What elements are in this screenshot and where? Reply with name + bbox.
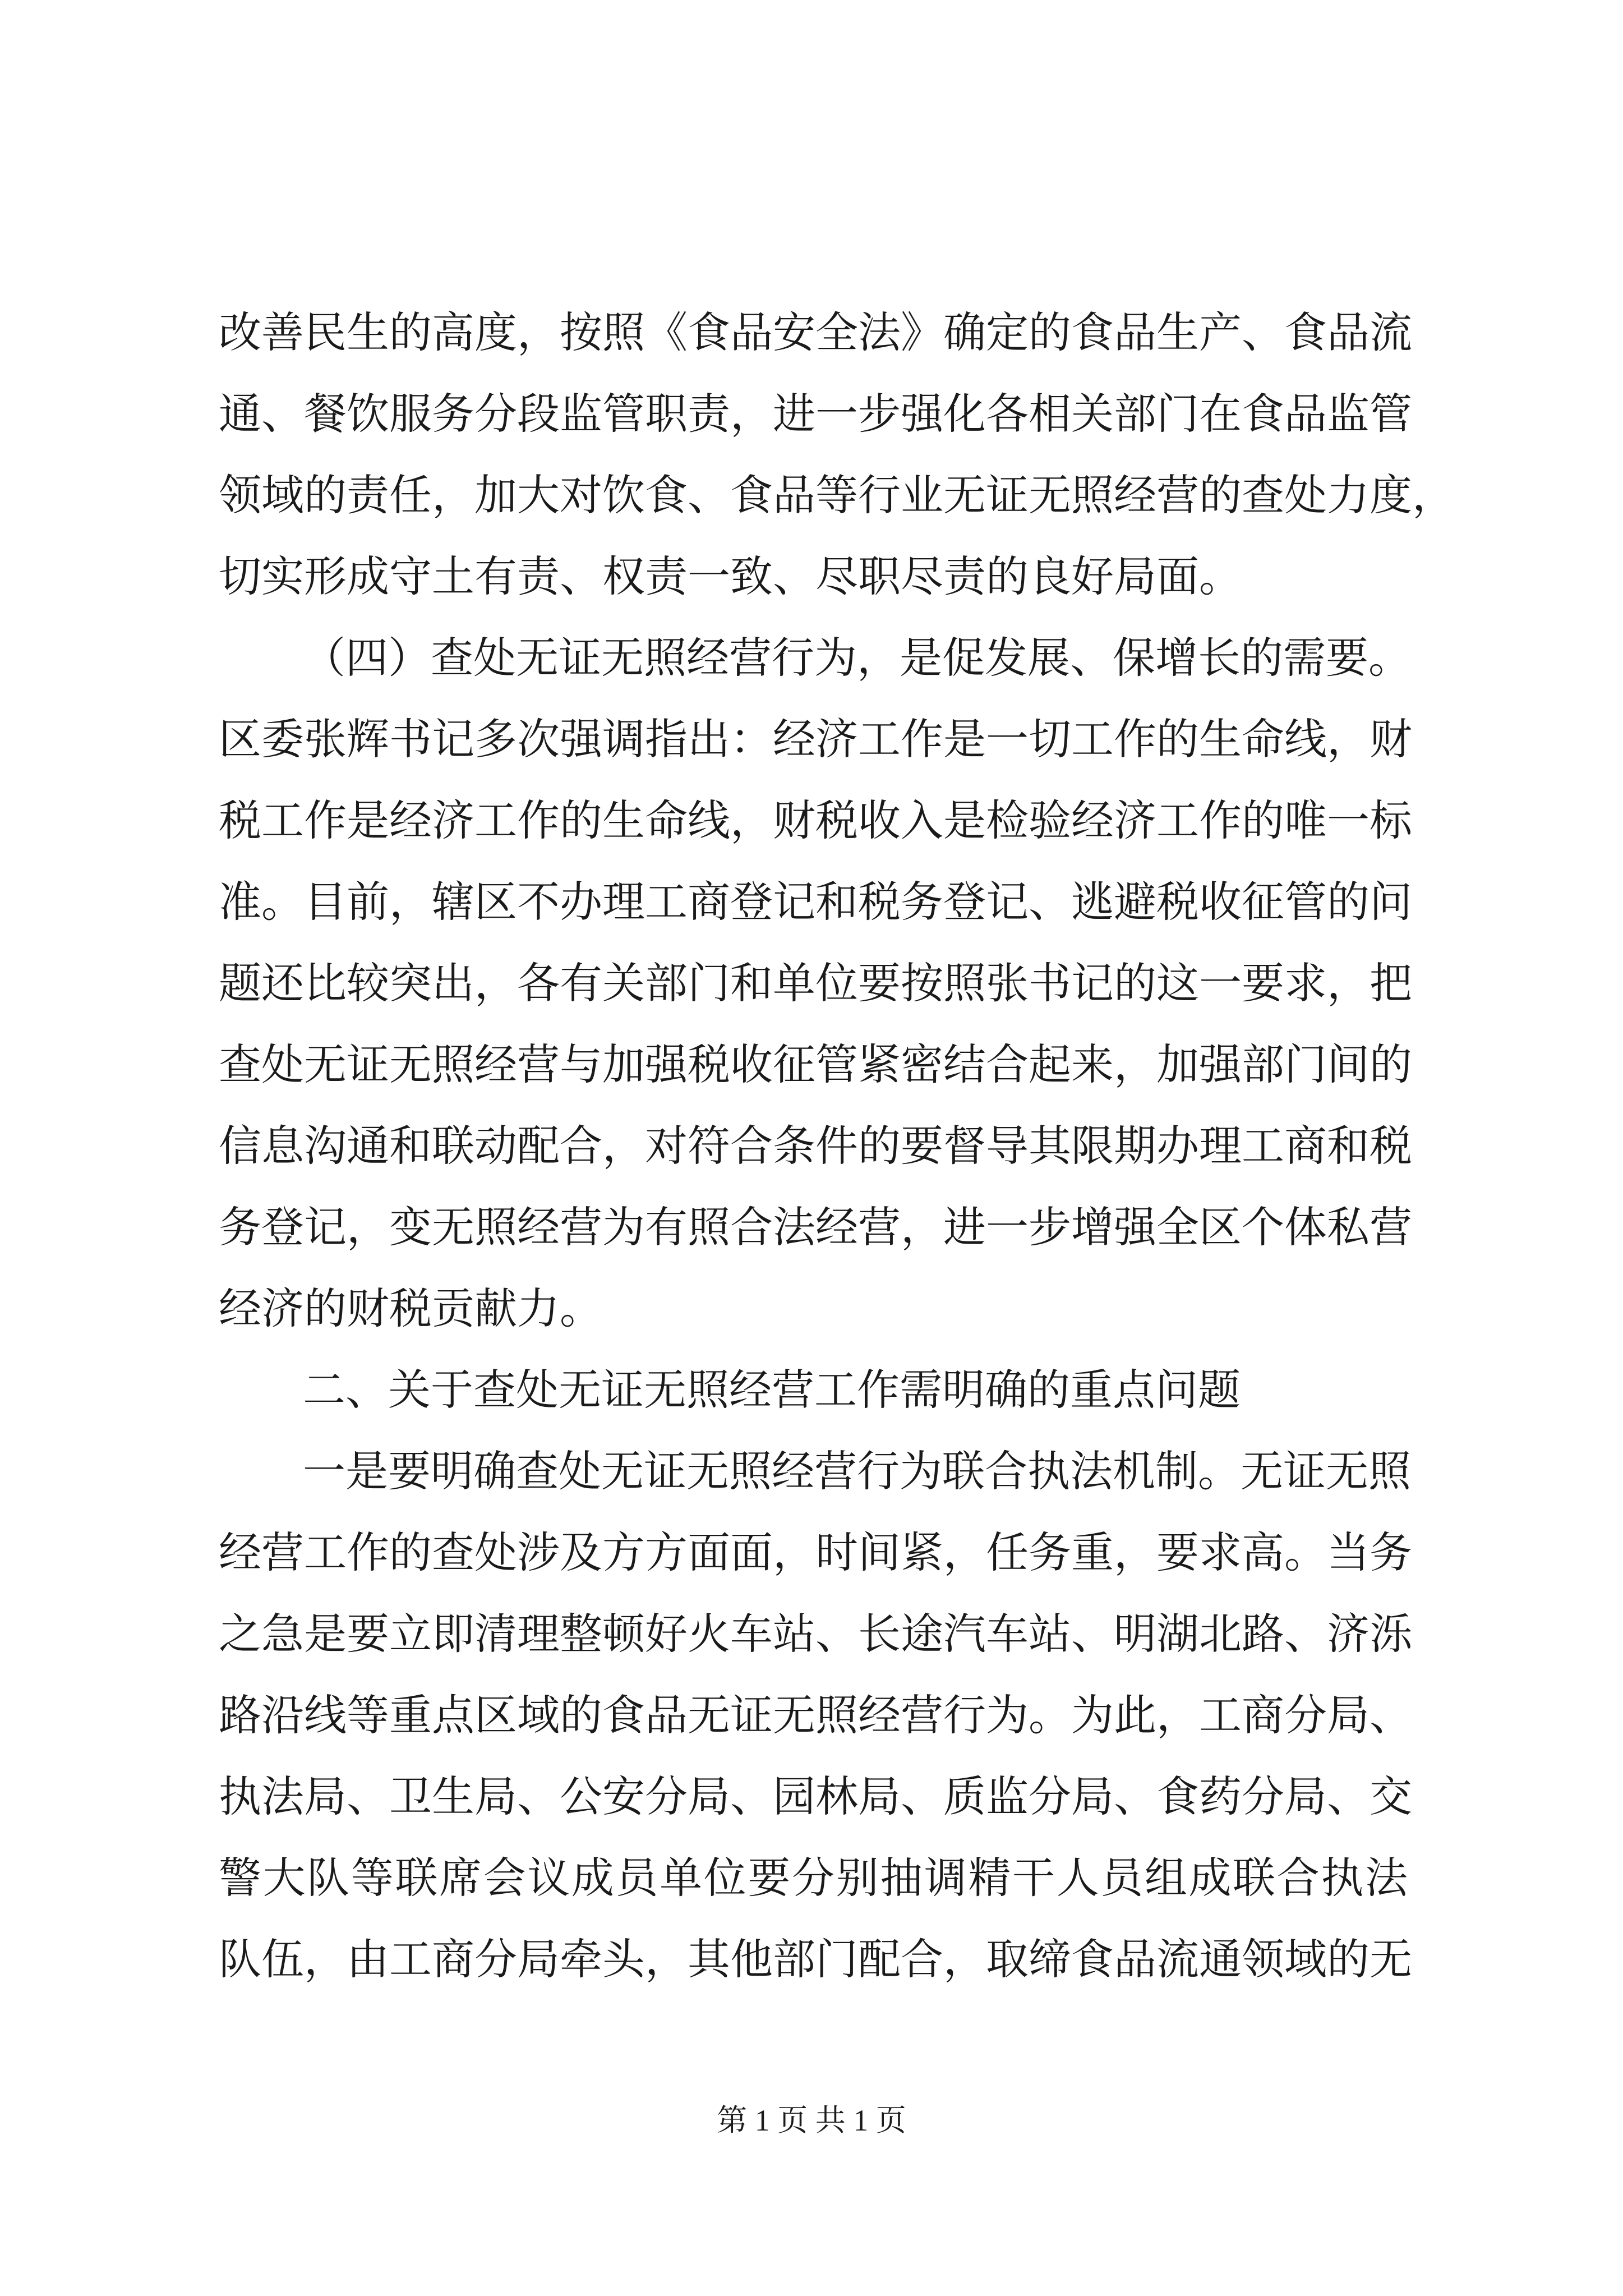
- text-line: 之急是要立即清理整顿好火车站、长途汽车站、明湖北路、济泺: [219, 1609, 1412, 1659]
- text-line: 队伍，由工商分局牵头，其他部门配合，取缔食品流通领域的无: [219, 1934, 1412, 1984]
- text-line: 税工作是经济工作的生命线，财税收入是检验经济工作的唯一标: [219, 795, 1412, 845]
- text-line: 查处无证无照经营与加强税收征管紧密结合起来，加强部门间的: [219, 1039, 1412, 1089]
- text-line: 领域的责任，加大对饮食、食品等行业无证无照经营的查处力度，: [219, 470, 1455, 520]
- text-line: 通、餐饮服务分段监管职责，进一步强化各相关部门在食品监管: [219, 389, 1412, 439]
- text-line: 准。目前，辖区不办理工商登记和税务登记、逃避税收征管的问: [219, 877, 1412, 927]
- text-line: 务登记，变无照经营为有照合法经营，进一步增强全区个体私营: [219, 1202, 1412, 1252]
- text-line: （四）查处无证无照经营行为，是促发展、保增长的需要。: [303, 633, 1411, 683]
- text-line: 区委张辉书记多次强调指出：经济工作是一切工作的生命线，财: [219, 714, 1412, 764]
- page-footer: 第 1 页 共 1 页: [717, 2104, 906, 2137]
- text-line: 警大队等联席会议成员单位要分别抽调精干人员组成联合执法: [219, 1853, 1408, 1903]
- text-line: 经营工作的查处涉及方方面面，时间紧，任务重，要求高。当务: [219, 1527, 1412, 1577]
- text-line: 路沿线等重点区域的食品无证无照经营行为。为此，工商分局、: [219, 1690, 1412, 1740]
- text-line: 切实形成守土有责、权责一致、尽职尽责的良好局面。: [219, 551, 1242, 601]
- section-heading: 二、关于查处无证无照经营工作需明确的重点问题: [303, 1365, 1241, 1415]
- text-line: 题还比较突出，各有关部门和单位要按照张书记的这一要求，把: [219, 958, 1412, 1008]
- text-line: 执法局、卫生局、公安分局、园林局、质监分局、食药分局、交: [219, 1772, 1412, 1821]
- text-line: 改善民生的高度，按照《食品安全法》确定的食品生产、食品流: [219, 307, 1412, 357]
- text-line: 一是要明确查处无证无照经营行为联合执法机制。无证无照: [303, 1446, 1411, 1496]
- text-line: 信息沟通和联动配合，对符合条件的要督导其限期办理工商和税: [219, 1121, 1412, 1171]
- body-text: [219, 292, 1455, 2000]
- text-line: 经济的财税贡献力。: [219, 1283, 602, 1333]
